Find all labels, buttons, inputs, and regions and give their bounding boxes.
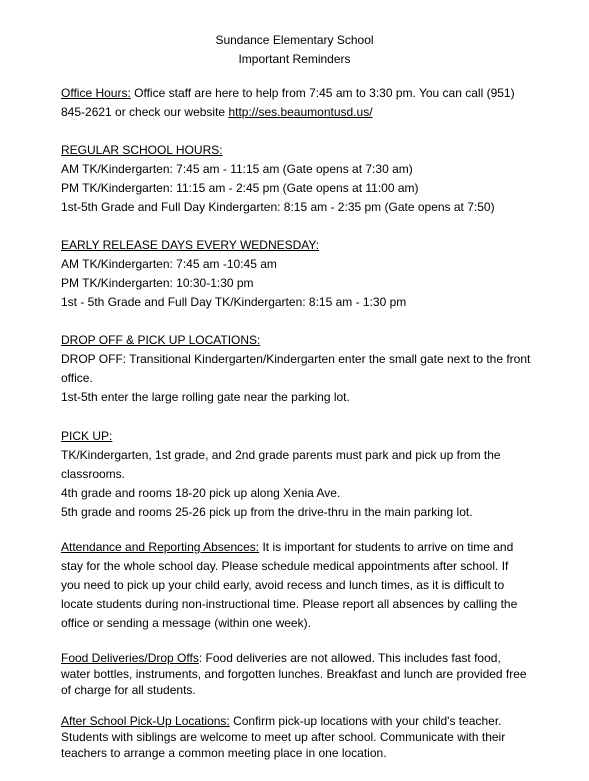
regular-hours-line: PM TK/Kindergarten: 11:15 am - 2:45 pm (Gate opens at 11:00 am) [61,181,419,195]
office-hours-text: Office staff are here to help from 7:45 am to 3:30 pm. You can call (951) 845-2621 or check our website [61,86,515,119]
regular-hours-line: 1st-5th Grade and Full Day Kindergarten: 8:15 am - 2:35 pm (Gate opens at 7:50) [61,200,495,214]
office-hours-paragraph [61,84,531,122]
regular-hours-heading: REGULAR SCHOOL HOURS: [61,143,223,157]
food-deliveries-paragraph [61,650,531,698]
food-deliveries-text: : Food deliveries are not allowed. This includes fast food, water bottles, instruments, and forgotten lunches. Breakfast and lunch are provided free of charge for all students. [61,651,527,697]
school-name: Sundance Elementary School [215,33,374,47]
pick-up-line: 5th grade and rooms 25-26 pick up from the drive-thru in the main parking lot. [61,505,473,519]
regular-hours-line: AM TK/Kindergarten: 7:45 am - 11:15 am (Gate opens at 7:30 am) [61,162,413,176]
food-deliveries-heading: Food Deliveries/Drop Offs [61,651,199,665]
after-school-text: Confirm pick-up locations with your child's teacher. Students with siblings are welcome to meet up after school. Communicate with their teachers to arrange a common meeting place in one location. [61,714,506,760]
office-hours-heading: Office Hours: [61,86,131,100]
document-header [0,31,589,69]
drop-off-section [61,331,531,407]
food-deliveries-section [61,650,531,698]
attendance-paragraph [61,538,531,633]
school-website-link[interactable]: http://ses.beaumontusd.us/ [228,105,373,119]
early-release-line: 1st - 5th Grade and Full Day TK/Kindergarten: 8:15 am - 1:30 pm [61,295,407,309]
pick-up-line: TK/Kindergarten, 1st grade, and 2nd grade parents must park and pick up from the classrooms. [61,448,501,481]
attendance-heading: Attendance and Reporting Absences: [61,540,260,554]
drop-off-line: 1st-5th enter the large rolling gate near the parking lot. [61,390,350,404]
early-release-heading: EARLY RELEASE DAYS EVERY WEDNESDAY: [61,238,320,252]
after-school-heading: After School Pick-Up Locations: [61,714,230,728]
attendance-section [61,538,531,633]
document-subtitle: Important Reminders [238,52,351,66]
drop-off-line: DROP OFF: Transitional Kindergarten/Kindergarten enter the small gate next to the front office. [61,352,531,385]
drop-off-heading: DROP OFF & PICK UP LOCATIONS: [61,333,261,347]
pick-up-line: 4th grade and rooms 18-20 pick up along Xenia Ave. [61,486,341,500]
pick-up-heading: PICK UP: [61,429,113,443]
regular-hours-section [61,141,531,217]
early-release-section [61,236,531,312]
after-school-section [61,713,531,761]
after-school-paragraph [61,713,531,761]
early-release-line: PM TK/Kindergarten: 10:30-1:30 pm [61,276,254,290]
attendance-text: It is important for students to arrive on time and stay for the whole school day. Please schedule medical appointments after school. If you need to pick up your child early, avoid recess and lunch times, as it is difficult to locate students during non-instructional time. Please report all absences by calling the office or sending a message (within one week). [61,540,518,630]
early-release-line: AM TK/Kindergarten: 7:45 am -10:45 am [61,257,277,271]
office-hours-section [61,84,531,122]
pick-up-section [61,427,531,522]
